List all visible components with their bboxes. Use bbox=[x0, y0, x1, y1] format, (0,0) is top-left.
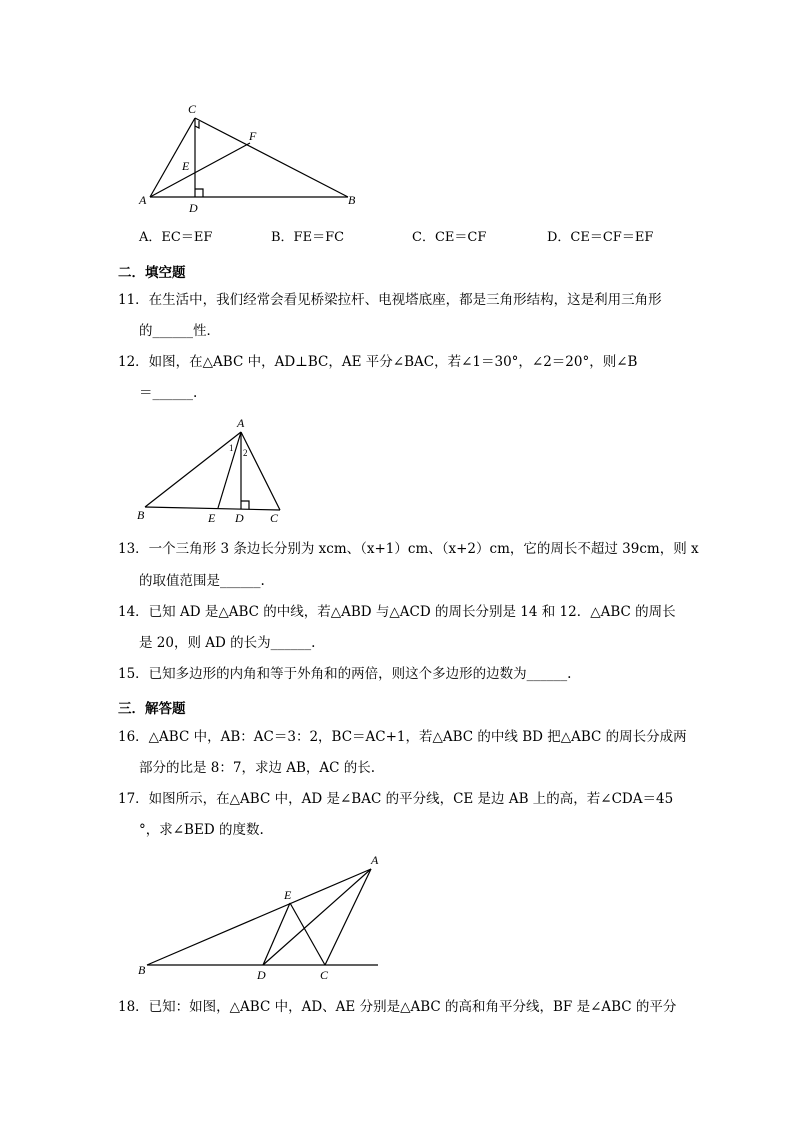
q12-line1: 12．如图，在△ABC 中，AD⊥BC，AE 平分∠BAC，若∠1＝30°，∠2＝20°，则∠B bbox=[118, 354, 638, 370]
q15-line1: 15．已知多边形的内角和等于外角和的两倍，则这个多边形的边数为______. bbox=[118, 666, 572, 682]
q13-line2: 的取值范围是______. bbox=[139, 573, 265, 589]
fig1-label-c: C bbox=[188, 102, 197, 116]
fig1-label-a: A bbox=[139, 193, 147, 207]
fig1-label-d: D bbox=[189, 201, 198, 215]
figure-3-lines bbox=[147, 869, 378, 965]
q14-line2: 是 20，则 AD 的长为______. bbox=[139, 635, 316, 651]
section-heading-solve: 三．解答题 bbox=[118, 701, 186, 717]
q14-line1: 14．已知 AD 是△ABC 的中线，若△ABD 与△ACD 的周长分别是 14 和 12．△ABC 的周长 bbox=[118, 604, 676, 620]
fig1-label-f: F bbox=[249, 129, 257, 143]
section-heading-fill-in: 二．填空题 bbox=[118, 265, 186, 281]
fig1-label-e: E bbox=[182, 159, 190, 173]
q11-line1: 11．在生活中，我们经常会看见桥梁拉杆、电视塔底座，都是三角形结构，这是利用三角形 bbox=[118, 292, 662, 308]
fig2-label-e: E bbox=[208, 511, 216, 525]
choice-c: C．CE＝CF bbox=[412, 230, 487, 245]
q17-line2: °，求∠BED 的度数. bbox=[139, 822, 264, 838]
q11-line2: 的______性． bbox=[139, 323, 220, 339]
fig3-label-e: E bbox=[284, 888, 292, 902]
q18-line1: 18．已知：如图，△ABC 中，AD、AE 分别是△ABC 的高和角平分线，BF 是∠ABC 的平分 bbox=[118, 999, 677, 1015]
q16-line1: 16．△ABC 中，AB：AC＝3：2，BC＝AC+1，若△ABC 的中线 BD 把△ABC 的周长分成两 bbox=[118, 729, 687, 745]
fig3-label-a: A bbox=[371, 853, 379, 867]
q16-line2: 部分的比是 8：7，求边 AB，AC 的长. bbox=[139, 760, 376, 776]
fig3-label-c: C bbox=[320, 968, 329, 982]
fig2-label-d: D bbox=[235, 511, 244, 525]
q17-line1: 17．如图所示，在△ABC 中，AD 是∠BAC 的平分线，CE 是边 AB 上的高，若∠CDA＝45 bbox=[118, 791, 674, 807]
fig2-label-1: 1 bbox=[229, 443, 234, 453]
choice-b: B．FE＝FC bbox=[271, 230, 345, 245]
fig3-label-d: D bbox=[257, 968, 266, 982]
fig2-label-2: 2 bbox=[243, 448, 248, 458]
choice-d: D．CE＝CF＝EF bbox=[547, 230, 654, 245]
q13-line1: 13．一个三角形 3 条边长分别为 xcm、（x+1）cm、（x+2）cm，它的周长不超过 39cm，则 x bbox=[118, 541, 699, 557]
fig3-label-b: B bbox=[138, 963, 146, 977]
fig2-label-a: A bbox=[237, 416, 245, 430]
choice-a: A．EC＝EF bbox=[139, 230, 213, 245]
fig2-label-b: B bbox=[137, 508, 145, 522]
q12-line2: ＝______. bbox=[139, 385, 198, 401]
fig2-label-c: C bbox=[270, 511, 279, 525]
fig1-label-b: B bbox=[348, 193, 356, 207]
